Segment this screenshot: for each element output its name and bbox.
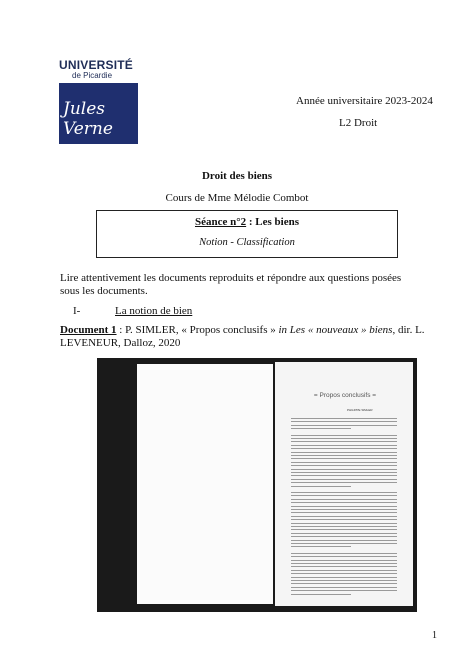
scan-text-line: [291, 512, 397, 513]
scan-text-line: [291, 425, 397, 426]
book-right-page: [275, 362, 413, 606]
scan-text-line: [291, 587, 397, 588]
scan-text-line: [291, 526, 397, 527]
scan-text-line: [291, 428, 351, 429]
scan-text-line: [291, 472, 397, 473]
scan-text-line: [291, 536, 397, 537]
scan-page-title: = Propos conclusifs =: [313, 392, 377, 399]
seance-topic: : Les biens: [246, 216, 300, 228]
document-citation-b: , dir. L. LEVENEUR, Dalloz, 2020: [60, 324, 425, 349]
document-citation: [60, 324, 430, 350]
scan-text-line: [291, 495, 397, 496]
logo-campus: de Picardie: [72, 71, 113, 80]
level: L2 Droit: [339, 117, 378, 129]
scan-text-line: [291, 465, 397, 466]
scan-text-line: [291, 577, 397, 578]
scan-text-line: [291, 418, 397, 419]
scan-text-line: [291, 516, 397, 517]
scan-author: PHILIPPE SIMLER: [347, 408, 373, 412]
scan-text-line: [291, 543, 397, 544]
scan-text-line: [291, 486, 351, 487]
academic-year: Année universitaire 2023-2024: [296, 95, 433, 107]
section-title: La notion de bien: [115, 305, 193, 317]
scan-text-line: [291, 452, 397, 453]
scan-text-line: [291, 441, 397, 442]
logo-signature-block: [59, 83, 138, 144]
scan-text-line: [291, 566, 397, 567]
course-title: Droit des biens: [201, 170, 273, 182]
logo-signature: Jules Verne: [63, 99, 113, 139]
scan-text-line: [291, 580, 397, 581]
scan-text-line: [291, 563, 397, 564]
instructions: Lire attentivement les documents reproduits et répondre aux questions posées sous les documents.: [60, 272, 402, 297]
scan-text-line: [291, 506, 397, 507]
course-teacher: Cours de Mme Mélodie Combot: [165, 192, 309, 204]
blank-left-page: [137, 364, 273, 604]
section-number: I-: [73, 305, 81, 317]
scan-text-line: [291, 560, 397, 561]
scan-text-line: [291, 462, 397, 463]
scan-text-line: [291, 519, 397, 520]
scan-text-line: [291, 570, 397, 571]
scan-text-line: [291, 455, 397, 456]
scan-text-line: [291, 509, 397, 510]
scan-text-line: [291, 502, 397, 503]
scan-text-line: [291, 523, 397, 524]
seance-box: [96, 210, 398, 258]
scan-text-line: [291, 556, 397, 557]
scan-text-line: [291, 573, 397, 574]
scanned-book-photo: [97, 358, 417, 612]
scan-text-line: [291, 421, 397, 422]
scan-text-line: [291, 553, 397, 554]
seance-heading: [97, 216, 397, 228]
scan-text-line: [291, 435, 397, 436]
scan-text-line: [291, 438, 397, 439]
logo-university: UNIVERSITÉ: [59, 58, 134, 72]
scan-text-line: [291, 448, 397, 449]
scan-text-line: [291, 469, 397, 470]
scan-text-line: [291, 590, 397, 591]
document-label: Document 1: [60, 324, 117, 336]
scan-text-line: [291, 583, 397, 584]
scan-text-line: [291, 482, 397, 483]
document-citation-a: : P. SIMLER, « Propos conclusifs »: [116, 324, 279, 336]
scan-text-line: [291, 499, 397, 500]
scan-text-line: [291, 546, 351, 547]
scan-text-line: [291, 533, 397, 534]
scan-text-line: [291, 594, 351, 595]
seance-label: Séance n°2: [194, 216, 247, 228]
seance-subtitle: Notion - Classification: [199, 237, 295, 248]
scan-text-line: [291, 445, 397, 446]
university-logo: [59, 58, 138, 144]
page-number: 1: [432, 630, 437, 641]
scan-text-line: [291, 458, 397, 459]
document-citation-in: in Les « nouveaux » biens: [278, 324, 393, 336]
scan-text-line: [291, 492, 397, 493]
scan-text-line: [291, 475, 397, 476]
scan-text-line: [291, 540, 397, 541]
scan-text-line: [291, 529, 397, 530]
scan-text-line: [291, 479, 397, 480]
